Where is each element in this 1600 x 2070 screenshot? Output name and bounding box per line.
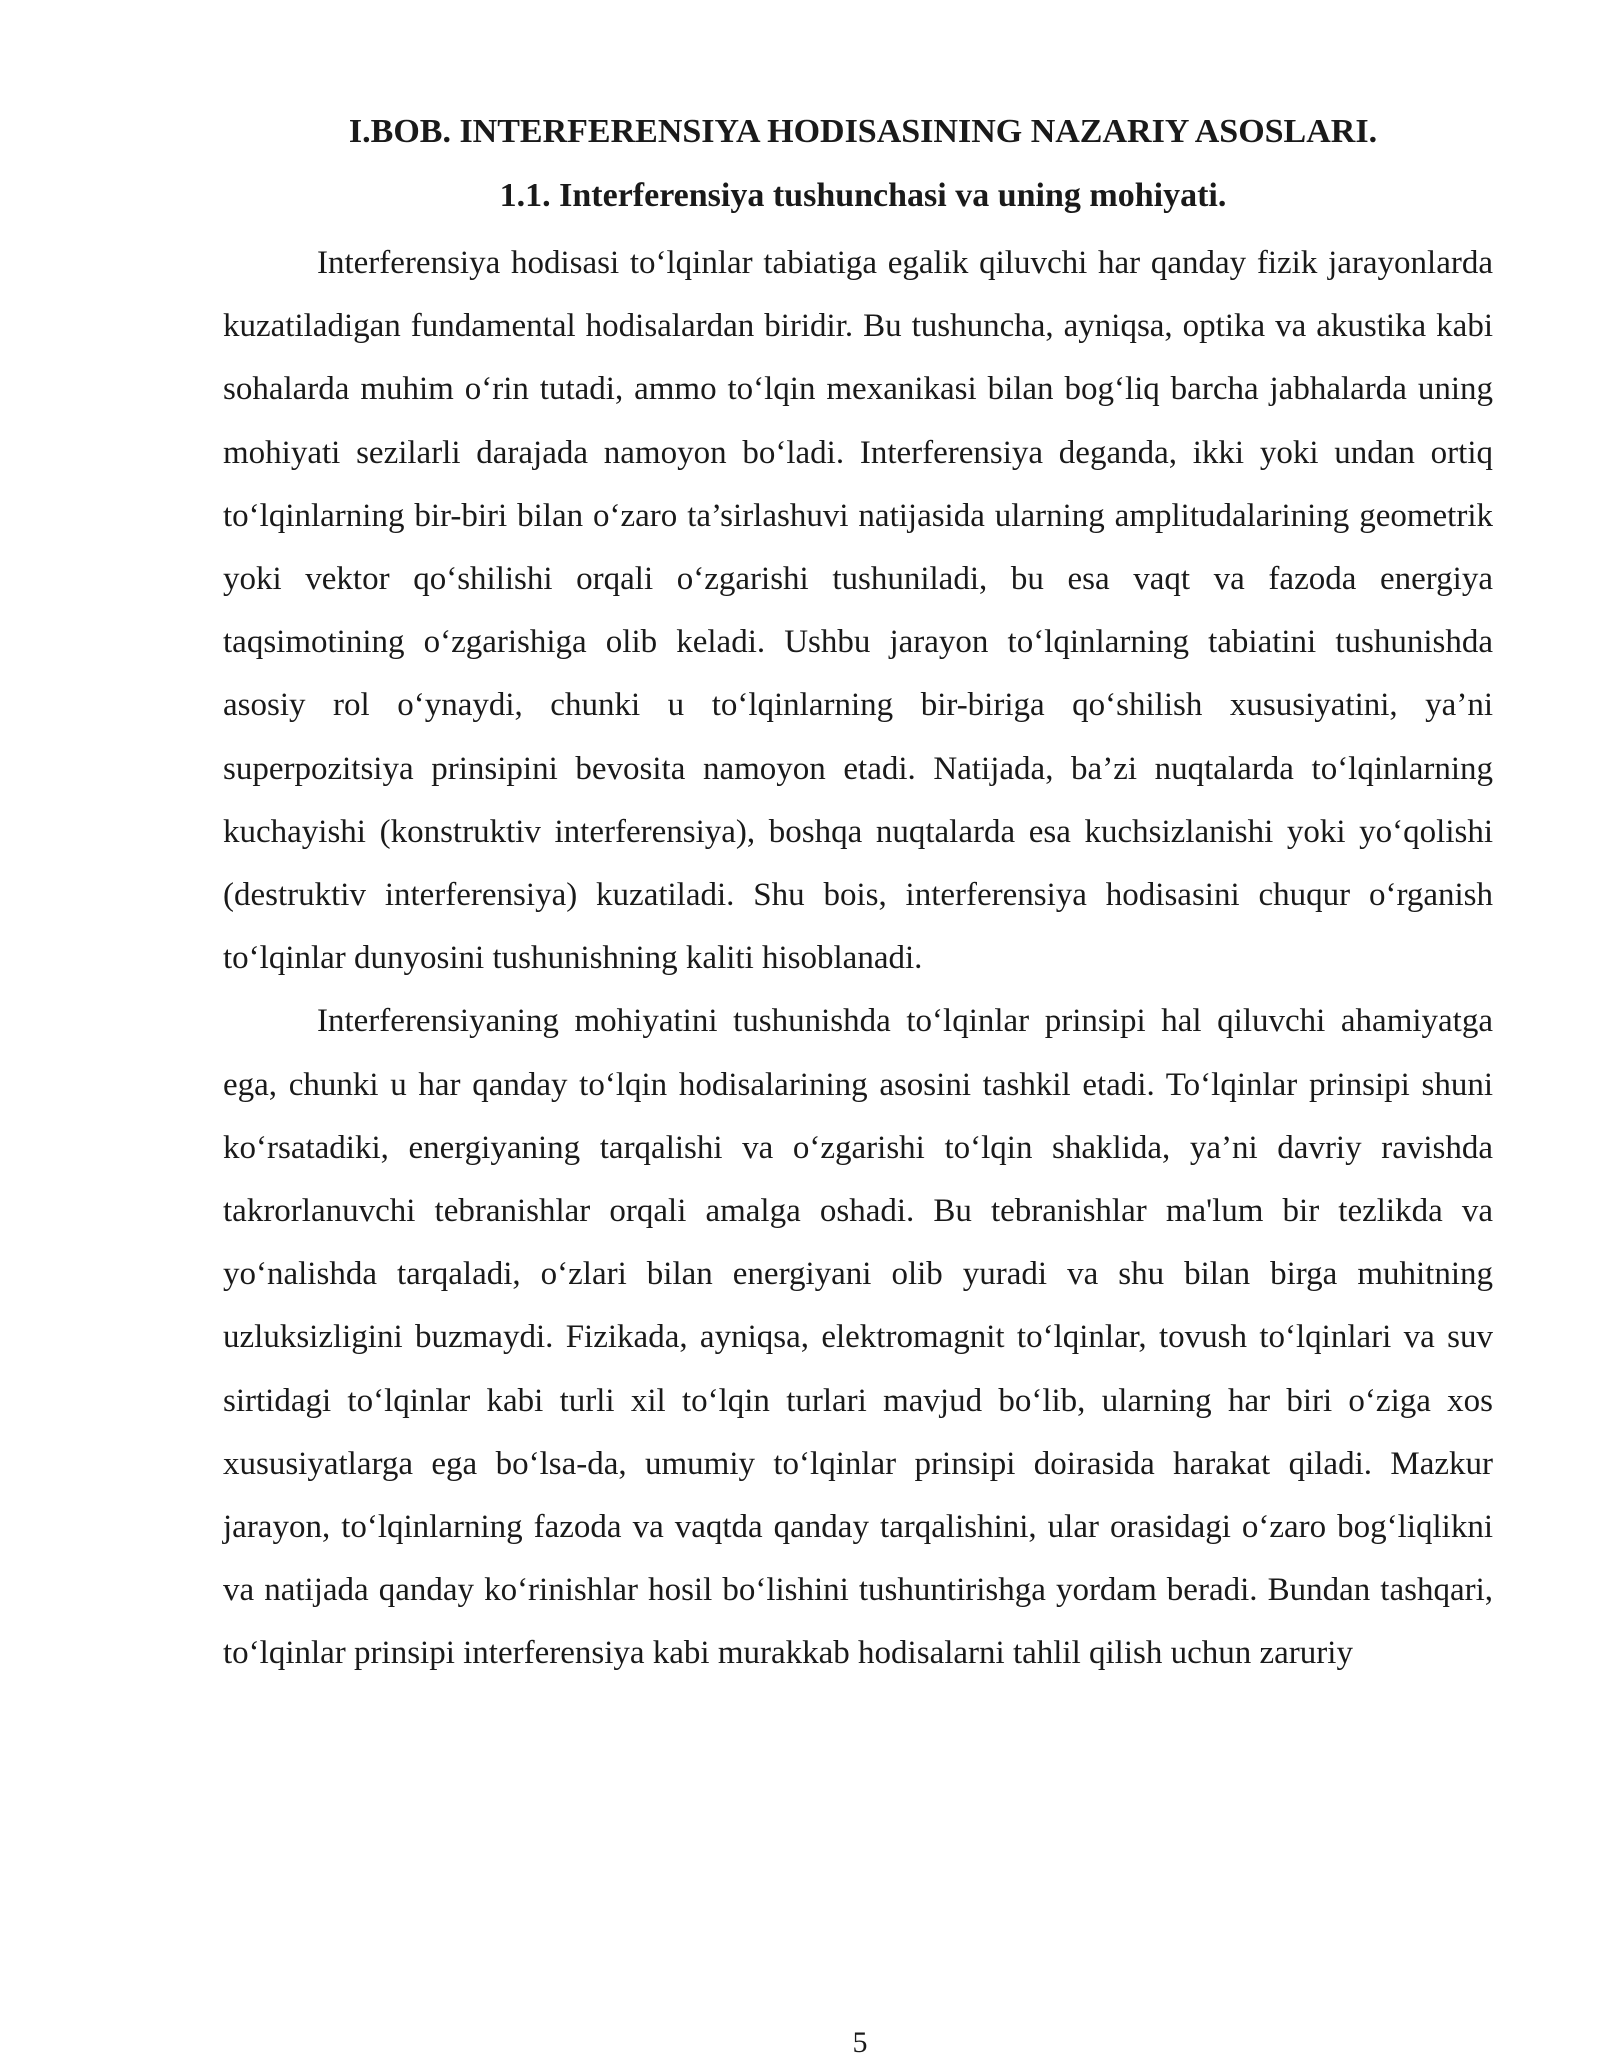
page-number: 5 (852, 2026, 868, 2059)
chapter-title: I.BOB. INTERFERENSIYA HODISASINING NAZARIY ASOSLARI. (348, 113, 1378, 150)
body-paragraph: Interferensiya hodisasi to‘lqinlar tabiatiga egalik qiluvchi har qanday fizik jarayonlarda kuzatiladigan fundamental hodisalardan biridir. Bu tushuncha, ayniqsa, optika va akustika kabi sohalarda muhim o‘rin tutadi, ammo to‘lqin mexanikasi bilan bog‘liq barcha jabhalarda uning mohiyati sezilarli darajada namoyon bo‘ladi. Interferensiya deganda, ikki yoki undan ortiq to‘lqinlarning bir-biri bilan o‘zaro ta’sirlashuvi natijasida ularning amplitudalarining geometrik yoki vektor qo‘shilishi orqali o‘zgarishi tushuniladi, bu esa vaqt va fazoda energiya taqsimotining o‘zgarishiga olib keladi. Ushbu jarayon to‘lqinlarning tabiatini tushunishda asosiy rol o‘ynaydi, chunki u to‘lqinlarning bir-biriga qo‘shilish xususiyatini, ya’ni superpozitsiya prinsipini bevosita namoyon etadi. Natijada, ba’zi nuqtalarda to‘lqinlarning kuchayishi (konstruktiv interferensiya), boshqa nuqtalarda esa kuchsizlanishi yoki yo‘qolishi (destruktiv interferensiya) kuzatiladi. Shu bois, interferensiya hodisasini chuqur o‘rganish to‘lqinlar dunyosini tushunishning kaliti hisoblanadi. (223, 245, 1493, 977)
document-page (223, 108, 1493, 1686)
section-title: 1.1. Interferensiya tushunchasi va uning mohiyati. (499, 177, 1227, 214)
body-paragraph: Interferensiyaning mohiyatini tushunishda to‘lqinlar prinsipi hal qiluvchi ahamiyatga ega, chunki u har qanday to‘lqin hodisalarining asosini tashkil etadi. To‘lqinlar prinsipi shuni ko‘rsatadiki, energiyaning tarqalishi va o‘zgarishi to‘lqin shaklida, ya’ni davriy ravishda takrorlanuvchi tebranishlar orqali amalga oshadi. Bu tebranishlar ma'lum bir tezlikda va yo‘nalishda tarqaladi, o‘zlari bilan energiyani olib yuradi va shu bilan birga muhitning uzluksizligini buzmaydi. Fizikada, ayniqsa, elektromagnit to‘lqinlar, tovush to‘lqinlari va suv sirtidagi to‘lqinlar kabi turli xil to‘lqin turlari mavjud bo‘lib, ularning har biri o‘ziga xos xususiyatlarga ega bo‘lsa-da, umumiy to‘lqinlar prinsipi doirasida harakat qiladi. Mazkur jarayon, to‘lqinlarning fazoda va vaqtda qanday tarqalishini, ular orasidagi o‘zaro bog‘liqlikni va natijada qanday ko‘rinishlar hosil bo‘lishini tushuntirishga yordam beradi. Bundan tashqari, to‘lqinlar prinsipi interferensiya kabi murakkab hodisalarni tahlil qilish uchun zaruriy (223, 1003, 1493, 1672)
